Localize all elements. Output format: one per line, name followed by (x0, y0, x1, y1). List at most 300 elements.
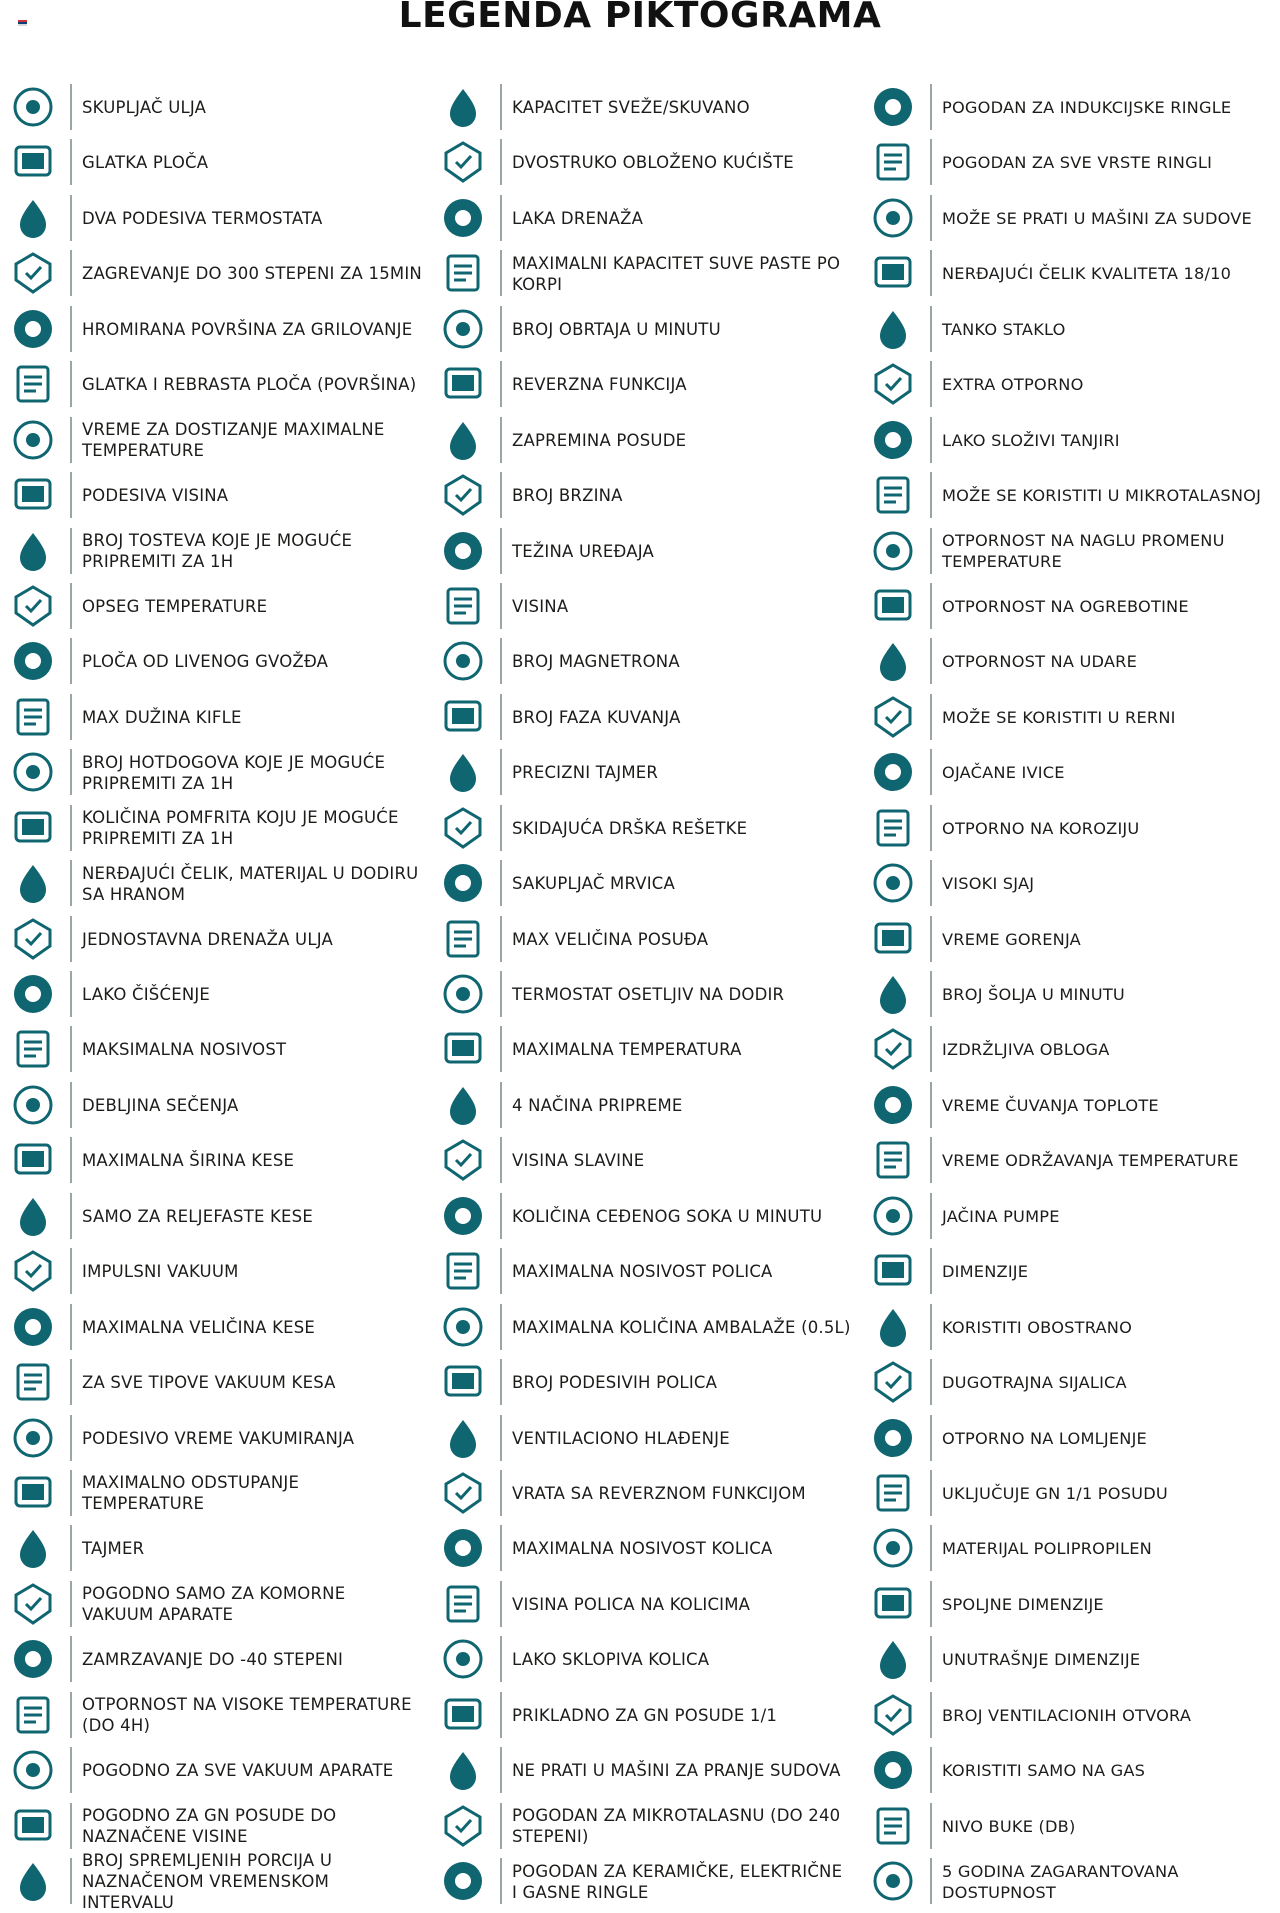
legend-label: IMPULSNI VAKUUM (82, 1262, 239, 1282)
legend-column-1 (8, 80, 428, 1912)
legend-label: OTPORNOST NA VISOKE TEMPERATURE (DO 4H) (82, 1695, 412, 1736)
divider (70, 1525, 72, 1571)
divider (70, 694, 72, 740)
legend-item (8, 967, 428, 1022)
legend-item (868, 1133, 1280, 1188)
bag-width-icon (8, 1135, 58, 1185)
legend-label: MAXIMALNI KAPACITET SUVE PASTE PO KORPI (512, 253, 841, 294)
microwave-240-icon (438, 1801, 488, 1851)
legend-label: SKIDAJUĆA DRŠKA REŠETKE (512, 818, 748, 838)
divider (70, 1248, 72, 1294)
legend-label: MAKSIMALNA NOSIVOST (82, 1040, 287, 1060)
legend-label: MOŽE SE KORISTITI U RERNI (942, 707, 1176, 727)
divider (930, 306, 932, 352)
divider (500, 1525, 502, 1571)
embossed-bag-icon (8, 1191, 58, 1241)
divider (70, 1692, 72, 1738)
magnetron-icon (438, 636, 488, 686)
legend-label: EXTRA OTPORNO (942, 375, 1084, 395)
all-hobs-icon (438, 1856, 488, 1906)
legend-item (8, 1521, 428, 1576)
legend-label: BROJ BRZINA (512, 486, 623, 506)
thermal-shock-icon (868, 526, 918, 576)
legend-item (868, 302, 1280, 357)
divider (500, 1692, 502, 1738)
legend-label: OTPORNOST NA UDARE (942, 652, 1138, 672)
legend-item (868, 1078, 1280, 1133)
legend-label: 4 NAČINA PRIPREME (512, 1095, 683, 1115)
smooth-plate-icon (8, 137, 58, 187)
gn-included-icon (868, 1468, 918, 1518)
legend-item (8, 135, 428, 190)
removable-handle-icon (438, 803, 488, 853)
legend-item (438, 1022, 858, 1077)
divider (70, 84, 72, 130)
foldable-trolley-icon (438, 1634, 488, 1684)
divider (500, 1304, 502, 1350)
legend-label: OTPORNO NA KOROZIJU (942, 818, 1140, 838)
divider (70, 1636, 72, 1682)
legend-label: BROJ FAZA KUVANJA (512, 707, 681, 727)
legend-label: BROJ MAGNETRONA (512, 652, 680, 672)
legend-item (438, 690, 858, 745)
legend-label: BROJ HOTDOGOVA KOJE JE MOGUĆE PRIPREMITI ZA 1H (82, 752, 386, 793)
legend-label: BROJ PODESIVIH POLICA (512, 1373, 718, 1393)
divider (930, 84, 932, 130)
all-types-icon (8, 1745, 58, 1795)
microwave-icon (868, 470, 918, 520)
legend-label: POGODNO ZA SVE VAKUUM APARATE (82, 1761, 394, 1781)
capacity-pot-icon (438, 82, 488, 132)
legend-item (868, 1189, 1280, 1244)
legend-item (8, 856, 428, 911)
legend-item (868, 468, 1280, 523)
legend-label: PRIKLADNO ZA GN POSUDE 1/1 (512, 1705, 778, 1725)
legend-item (868, 579, 1280, 634)
legend-label: POGODAN ZA SVE VRSTE RINGLI (942, 153, 1213, 173)
divider (70, 1304, 72, 1350)
legend-item (8, 745, 428, 800)
legend-item (438, 302, 858, 357)
legend-label: ZAGREVANJE DO 300 STEPENI ZA 15MIN (82, 264, 422, 284)
legend-label: DIMENZIJE (942, 1262, 1029, 1282)
divider (500, 1636, 502, 1682)
slice-thickness-icon (8, 1080, 58, 1130)
cast-iron-icon (8, 636, 58, 686)
legend-item (438, 801, 858, 856)
legend-label: PODESIVO VREME VAKUMIRANJA (82, 1428, 355, 1448)
divider (930, 1359, 932, 1405)
oil-drain-icon (8, 914, 58, 964)
crumb-tray-icon (438, 858, 488, 908)
divider (930, 472, 932, 518)
inner-dimensions-icon (868, 1634, 918, 1684)
legend-item (868, 1300, 1280, 1355)
divider (930, 417, 932, 463)
legend-item (868, 1355, 1280, 1410)
divider (930, 1581, 932, 1627)
divider (500, 1470, 502, 1516)
divider (930, 528, 932, 574)
legend-label: ZA SVE TIPOVE VAKUUM KESA (82, 1373, 336, 1393)
legend-item (8, 357, 428, 412)
legend-label: OTPORNO NA LOMLJENJE (942, 1428, 1147, 1448)
legend-label: TAJMER (82, 1539, 145, 1559)
pp-icon (868, 1523, 918, 1573)
divider (500, 1359, 502, 1405)
extra-resistant-icon (868, 359, 918, 409)
legend-item (8, 1577, 428, 1632)
legend-label: PODESIVA VISINA (82, 486, 229, 506)
legend-label: VISINA POLICA NA KOLICIMA (512, 1594, 751, 1614)
divider (500, 1082, 502, 1128)
length-24cm-icon (8, 692, 58, 742)
divider (500, 638, 502, 684)
legend-item (438, 856, 858, 911)
legend-label: BROJ OBRTAJA U MINUTU (512, 319, 721, 339)
divider (70, 1359, 72, 1405)
legend-label: POGODAN ZA INDUKCIJSKE RINGLE (942, 98, 1232, 117)
legend-label: 5 GODINA ZAGARANTOVANA DOSTUPNOST (942, 1861, 1179, 1902)
divider (930, 1858, 932, 1904)
legend-label: POGODAN ZA KERAMIČKE, ELEKTRIČNE I GASNE RINGLE (512, 1861, 843, 1902)
reverse-door-icon (438, 1468, 488, 1518)
pump-icon (868, 1191, 918, 1241)
heat-300-icon (8, 248, 58, 298)
legend-label: POGODAN ZA MIKROTALASNU (DO 240 STEPENI) (512, 1806, 841, 1847)
legend-label: MOŽE SE PRATI U MAŠINI ZA SUDOVE (942, 208, 1252, 228)
legend-label: LAKO SLOŽIVI TANJIRI (942, 430, 1120, 450)
drop-timer-icon (8, 415, 58, 465)
legend-label: DUGOTRAJNA SIJALICA (942, 1373, 1127, 1393)
trolley-load-icon (438, 1523, 488, 1573)
divider (500, 84, 502, 130)
legend-item (438, 579, 858, 634)
divider (70, 638, 72, 684)
legend-item (8, 1244, 428, 1299)
legend-label: MAXIMALNA NOSIVOST POLICA (512, 1262, 773, 1282)
legend-label: MAXIMALNA NOSIVOST KOLICA (512, 1539, 773, 1559)
shatterproof-icon (868, 1413, 918, 1463)
divider (930, 1636, 932, 1682)
divider (930, 971, 932, 1017)
divider (500, 1803, 502, 1849)
legend-item (438, 1300, 858, 1355)
legend-item (438, 1411, 858, 1466)
legend-item (8, 413, 428, 468)
legend-item (8, 801, 428, 856)
divider (500, 528, 502, 574)
legend-label: JEDNOSTAVNA DRENAŽA ULJA (82, 929, 333, 949)
divider (70, 1470, 72, 1516)
legend-item (8, 1411, 428, 1466)
legend-item (438, 1854, 858, 1909)
cooking-phases-icon (438, 692, 488, 742)
legend-label: LAKO ČIŠĆENJE (82, 985, 211, 1004)
reinforced-edge-icon (868, 747, 918, 797)
divider (930, 1692, 932, 1738)
legend-item (438, 246, 858, 301)
stackable-plates-icon (868, 415, 918, 465)
legend-item (868, 246, 1280, 301)
divider (930, 195, 932, 241)
chrome-surface-icon (8, 304, 58, 354)
scratch-icon (868, 581, 918, 631)
divider (70, 971, 72, 1017)
legend-label: GLATKA I REBRASTA PLOČA (POVRŠINA) (82, 375, 417, 395)
legend-item (868, 690, 1280, 745)
divider (930, 1082, 932, 1128)
legend-label: VREME GORENJA (942, 929, 1081, 949)
legend-item (868, 1743, 1280, 1798)
legend-item (868, 1688, 1280, 1743)
legend-item (868, 801, 1280, 856)
legend-label: KOLIČINA CEĐENOG SOKA U MINUTU (512, 1206, 823, 1226)
legend-label: SAMO ZA RELJEFASTE KESE (82, 1206, 313, 1226)
legend-item (8, 1078, 428, 1133)
gn-container-icon (438, 1690, 488, 1740)
pot-size-icon (438, 914, 488, 964)
all-burners-icon (868, 137, 918, 187)
legend-item (438, 634, 858, 689)
legend-item (8, 1189, 428, 1244)
legend-item (8, 579, 428, 634)
legend-item (438, 524, 858, 579)
high-temp-icon (8, 1690, 58, 1740)
legend-label: REVERZNA FUNKCIJA (512, 375, 687, 395)
rpm-gauge-icon (438, 304, 488, 354)
legend-label: DVA PODESIVA TERMOSTATA (82, 208, 323, 228)
legend-label: NIVO BUKE (DB) (942, 1816, 1076, 1836)
legend-item (438, 1743, 858, 1798)
legend-label: MAX VELIČINA POSUĐA (512, 929, 709, 949)
legend-item (868, 524, 1280, 579)
legend-item (8, 634, 428, 689)
divider (930, 694, 932, 740)
legend-column-2 (438, 80, 858, 1909)
divider (70, 472, 72, 518)
legend-label: POGODNO SAMO ZA KOMORNE VAKUUM APARATE (82, 1584, 346, 1625)
legend-label: VRATA SA REVERZNOM FUNKCIJOM (512, 1483, 806, 1503)
fan-icon (438, 1413, 488, 1463)
legend-label: POGODNO ZA GN POSUDE DO NAZNAČENE VISINE (82, 1806, 337, 1847)
legend-item (8, 690, 428, 745)
easy-drain-icon (438, 193, 488, 243)
divider (70, 1026, 72, 1072)
ribbed-plate-icon (8, 359, 58, 409)
legend-label: KORISTITI SAMO NA GAS (942, 1761, 1146, 1781)
temp-deviation-icon (8, 1468, 58, 1518)
divider (930, 583, 932, 629)
legend-item (8, 912, 428, 967)
tap-height-icon (438, 1135, 488, 1185)
durable-coating-icon (868, 1024, 918, 1074)
divider (500, 916, 502, 962)
divider (500, 1137, 502, 1183)
impact-icon (868, 636, 918, 686)
legend-item (8, 1466, 428, 1521)
legend-item (8, 1133, 428, 1188)
dimensions-icon (868, 1246, 918, 1296)
divider (500, 694, 502, 740)
legend-label: OTPORNOST NA NAGLU PROMENU TEMPERATURE (942, 531, 1225, 571)
keep-warm-icon (868, 1080, 918, 1130)
packaging-icon (438, 1302, 488, 1352)
divider (500, 1193, 502, 1239)
legend-item (438, 967, 858, 1022)
divider (500, 1026, 502, 1072)
easy-clean-icon (8, 969, 58, 1019)
legend-item (868, 1632, 1280, 1687)
legend-label: VREME ČUVANJA TOPLOTE (942, 1095, 1159, 1115)
no-dishwasher-icon (438, 1745, 488, 1795)
steel-1810-icon (868, 248, 918, 298)
divider (500, 583, 502, 629)
chamber-only-icon (8, 1579, 58, 1629)
legend-item (438, 1078, 858, 1133)
legend-label: OPSEG TEMPERATURE (82, 596, 268, 616)
legend-label: TERMOSTAT OSETLJIV NA DODIR (512, 985, 785, 1004)
divider (70, 749, 72, 795)
legend-item (868, 413, 1280, 468)
page-title: LEGENDA PIKTOGRAMA (398, 0, 882, 36)
legend-column-3 (868, 80, 1280, 1909)
oil-collector-icon (8, 82, 58, 132)
divider (930, 860, 932, 906)
divider (930, 1193, 932, 1239)
height-icon (438, 581, 488, 631)
legend-label: DVOSTRUKO OBLOŽENO KUĆIŠTE (512, 153, 794, 173)
divider (70, 528, 72, 574)
legend-item (868, 856, 1280, 911)
legend-label: VENTILACIONO HLAĐENJE (512, 1428, 730, 1448)
divider (70, 1193, 72, 1239)
divider (500, 472, 502, 518)
vent-holes-icon (868, 1690, 918, 1740)
divider (500, 749, 502, 795)
legend-item (868, 912, 1280, 967)
legend-item (868, 191, 1280, 246)
height-10cm-icon (8, 470, 58, 520)
legend-label: OTPORNOST NA OGREBOTINE (942, 596, 1189, 616)
vacuum-time-icon (8, 1413, 58, 1463)
legend-item (438, 1632, 858, 1687)
divider (500, 1581, 502, 1627)
legend-item (438, 1688, 858, 1743)
divider (70, 250, 72, 296)
legend-item (8, 191, 428, 246)
divider (70, 1747, 72, 1793)
legend-label: BROJ TOSTEVA KOJE JE MOGUĆE PRIPREMITI ZA 1H (82, 531, 353, 571)
snowflake-icon (8, 1634, 58, 1684)
legend-item (868, 967, 1280, 1022)
legend-label: MAXIMALNA KOLIČINA AMBALAŽE (0.5L) (512, 1317, 851, 1337)
legend-label: VREME ZA DOSTIZANJE MAXIMALNE TEMPERATURE (82, 420, 385, 461)
touch-thermostat-icon (438, 969, 488, 1019)
legend-label: OJAČANE IVICE (942, 763, 1065, 783)
legend-label: TEŽINA UREĐAJA (512, 541, 654, 561)
induction-icon (868, 82, 918, 132)
pulse-vacuum-icon (8, 1246, 58, 1296)
legend-label: VREME ODRŽAVANJA TEMPERATURE (942, 1151, 1239, 1171)
divider (930, 1470, 932, 1516)
legend-item (438, 468, 858, 523)
speeds-icon (438, 470, 488, 520)
legend-item (868, 1577, 1280, 1632)
divider (500, 306, 502, 352)
legend-item (8, 1632, 428, 1687)
legend-item (438, 1244, 858, 1299)
hotdog-icon (8, 747, 58, 797)
legend-item (438, 80, 858, 135)
legend-label: MAX DUŽINA KIFLE (82, 707, 242, 727)
legend-item (8, 246, 428, 301)
legend-item (868, 634, 1280, 689)
legend-item (438, 1577, 858, 1632)
divider (500, 805, 502, 851)
legend-label: LAKA DRENAŽA (512, 208, 644, 228)
divider (500, 1248, 502, 1294)
divider (500, 1747, 502, 1793)
fries-icon (8, 803, 58, 853)
cups-per-minute-icon (868, 969, 918, 1019)
legend-item (868, 1799, 1280, 1854)
divider (500, 1858, 502, 1904)
legend-label: SAKUPLJAČ MRVICA (512, 874, 675, 894)
legend-label: IZDRŽLJIVA OBLOGA (942, 1040, 1110, 1060)
precise-timer-icon (438, 747, 488, 797)
legend-label: BROJ SPREMLJENIH PORCIJA U NAZNAČENOM VREMENSKOM INTERVALU (82, 1851, 333, 1912)
gas-only-icon (868, 1745, 918, 1795)
divider (70, 417, 72, 463)
bowl-volume-icon (438, 415, 488, 465)
gn-height-icon (8, 1801, 58, 1851)
divider (70, 1803, 72, 1849)
legend-label: ZAPREMINA POSUDE (512, 430, 687, 450)
divider (500, 971, 502, 1017)
legend-label: NERĐAJUĆI ČELIK, MATERIJAL U DODIRU SA HRANOM (82, 863, 419, 904)
legend-item (438, 191, 858, 246)
divider (930, 250, 932, 296)
legend-label: PLOČA OD LIVENOG GVOŽĐA (82, 652, 329, 672)
legend-item (438, 1355, 858, 1410)
divider (70, 1858, 72, 1904)
max-temp-icon (438, 1024, 488, 1074)
legend-label: SKUPLJAČ ULJA (82, 98, 207, 117)
divider (500, 1415, 502, 1461)
divider (70, 805, 72, 851)
juicer-icon (438, 1191, 488, 1241)
double-wall-icon (438, 137, 488, 187)
legend-item (868, 135, 1280, 190)
portions-30x-icon (8, 1856, 58, 1906)
oven-icon (868, 692, 918, 742)
legend-label: LAKO SKLOPIVA KOLICA (512, 1650, 710, 1670)
legend-item (438, 413, 858, 468)
legend-item (438, 357, 858, 412)
divider (70, 1581, 72, 1627)
legend-item (438, 745, 858, 800)
trolley-shelf-icon (438, 1579, 488, 1629)
legend-label: KAPACITET SVEŽE/SKUVANO (512, 98, 750, 117)
legend-label: NE PRATI U MAŠINI ZA PRANJE SUDOVA (512, 1761, 841, 1781)
divider (70, 1415, 72, 1461)
shelves-count-icon (438, 1357, 488, 1407)
divider (930, 1525, 932, 1571)
legend-item (868, 1022, 1280, 1077)
pasta-basket-icon (438, 248, 488, 298)
steel-food-icon (8, 858, 58, 908)
